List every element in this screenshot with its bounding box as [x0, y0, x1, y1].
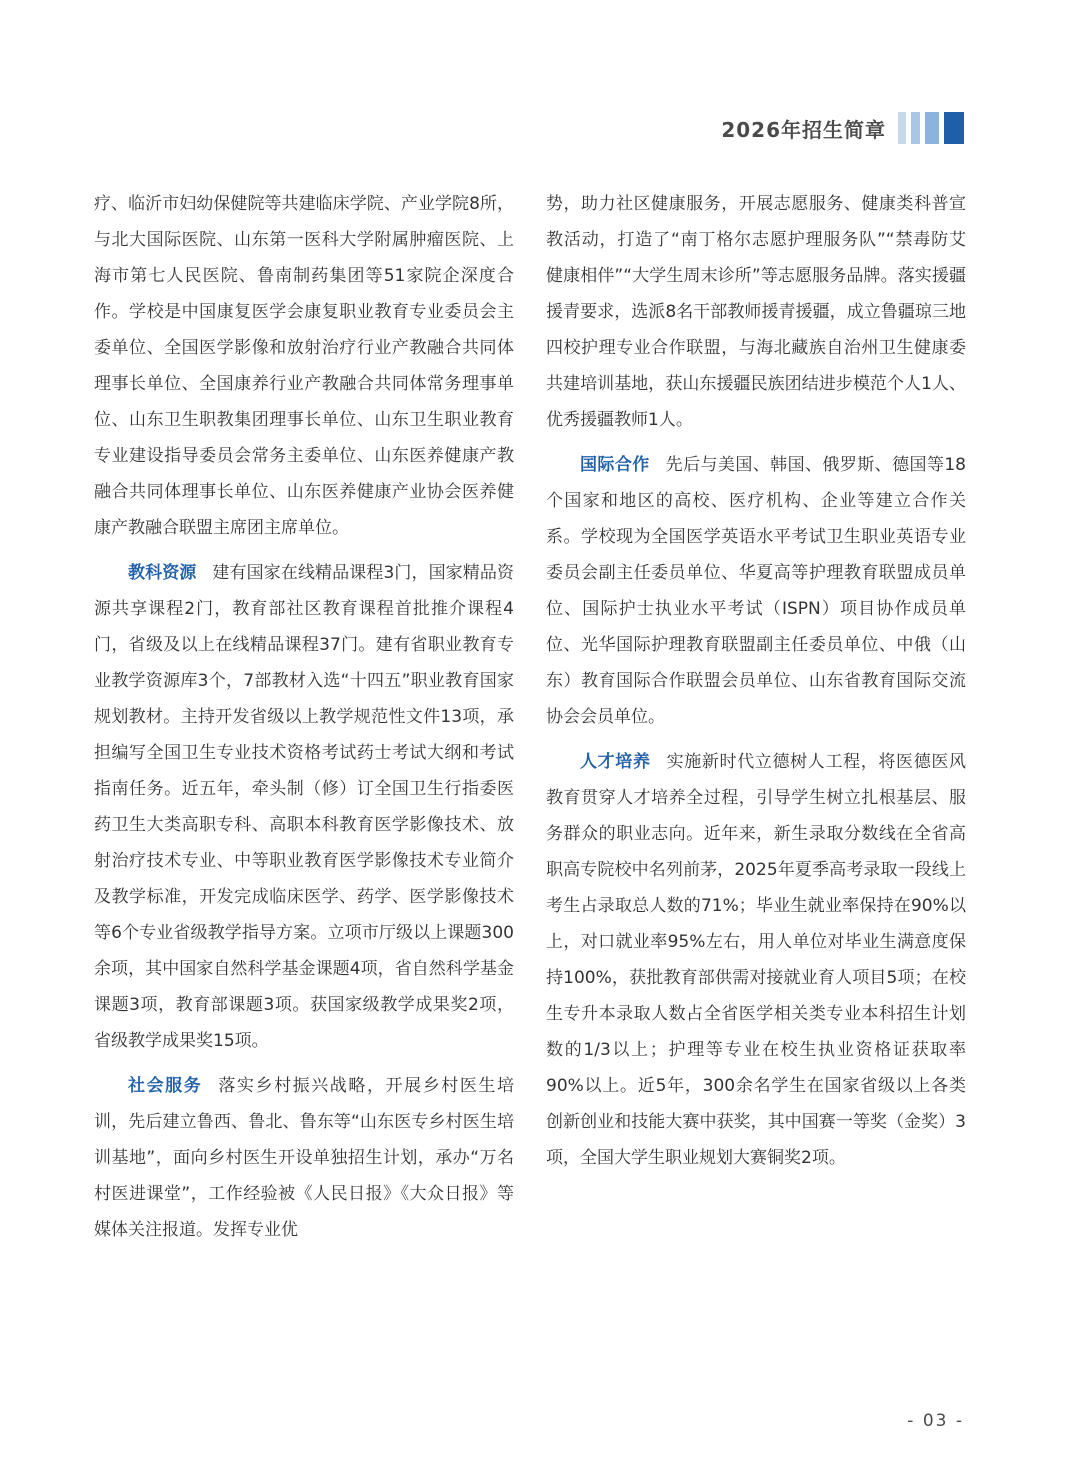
section-heading-international: 国际合作: [580, 455, 650, 475]
page-number: - 03 -: [907, 1411, 964, 1431]
decor-bar-2: [911, 112, 920, 144]
talent-text: 实施新时代立德树人工程，将医德医风教育贯穿人才培养全过程，引导学生树立扎根基层、服务群众的职业志向。近年来，新生录取分数线在全省高职高专院校中名列前茅，2025年夏季高考录取一段线上考生占录取总人数的71%；毕业生就业率保持在90%以上，对口就业率95%左右，用人单位对毕业生满意度保持100%，获批教育部供需对接就业育人项目5项；在校生专升本录取人数占全省医学相关类专业本科招生计划数的1/3以上；护理等专业在校生执业资格证获取率90%以上。近5年，300余名学生在国家省级以上各类创新创业和技能大赛中获奖，其中国赛一等奖（金奖）3项，全国大学生职业规划大赛铜奖2项。: [546, 752, 967, 1168]
teaching-resources-text: 建有国家在线精品课程3门，国家精品资源共享课程2门，教育部社区教育课程首批推介课程4门，省级及以上在线精品课程37门。建有省职业教育专业教学资源库3个，7部教材入选“十四五”职业教育国家规划教材。主持开发省级以上教学规范性文件13项，承担编写全国卫生专业技术资格考试药士考试大纲和考试指南任务。近五年，牵头制（修）订全国卫生行指委医药卫生大类高职专科、高职本科教育医学影像技术、放射治疗技术专业、中等职业教育医学影像技术专业简介及教学标准，开发完成临床医学、药学、医学影像技术等6个专业省级教学指导方案。立项市厅级以上课题300余项，其中国家自然科学基金课题4项，省自然科学基金课题3项，教育部课题3项。获国家级教学成果奖2项，省级教学成果奖15项。: [94, 563, 514, 1051]
decor-bar-1: [898, 112, 906, 144]
right-paragraph-international: [546, 447, 966, 735]
left-paragraph-social-service: [94, 1068, 514, 1248]
left-paragraph-teaching-resources: [94, 555, 514, 1059]
left-column: [94, 186, 514, 1257]
right-column: [546, 186, 983, 1185]
section-heading-talent: 人才培养: [580, 752, 651, 772]
page-header: [721, 112, 964, 144]
decor-bar-3: [925, 112, 939, 144]
section-heading-teaching-resources: 教科资源: [128, 563, 197, 583]
section-heading-social-service: 社会服务: [128, 1076, 203, 1096]
decor-bar-4: [944, 112, 964, 144]
left-paragraph-continued: 疗、临沂市妇幼保健院等共建临床学院、产业学院8所，与北大国际医院、山东第一医科大学附属肿瘤医院、上海市第七人民医院、鲁南制药集团等51家院企深度合作。学校是中国康复医学会康复职业教育专业委员会主委单位、全国医学影像和放射治疗行业产教融合共同体理事长单位、全国康养行业产教融合共同体常务理事单位、山东卫生职教集团理事长单位、山东卫生职业教育专业建设指导委员会常务主委单位、山东医养健康产教融合共同体理事长单位、山东医养健康产业协会医养健康产教融合联盟主席团主席单位。: [94, 194, 514, 538]
right-paragraph-continued: 势，助力社区健康服务，开展志愿服务、健康类科普宣教活动，打造了“南丁格尔志愿护理服务队”“禁毒防艾 健康相伴”“大学生周末诊所”等志愿服务品牌。落实援疆援青要求，选派8名干部教师援青援疆，成立鲁疆琼三地四校护理专业合作联盟，与海北藏族自治州卫生健康委共建培训基地，获山东援疆民族团结进步模范个人1人、优秀援疆教师1人。: [546, 194, 983, 430]
right-paragraph-talent: [546, 744, 966, 1176]
header-decoration-bars: [898, 112, 964, 144]
international-text: 先后与美国、韩国、俄罗斯、德国等18个国家和地区的高校、医疗机构、企业等建立合作关系。学校现为全国医学英语水平考试卫生职业英语专业委员会副主任委员单位、华夏高等护理教育联盟成员单位、国际护士执业水平考试（ISPN）项目协作成员单位、光华国际护理教育联盟副主任委员单位、中俄（山东）教育国际合作联盟会员单位、山东省教育国际交流协会会员单位。: [546, 455, 966, 727]
header-title: 2026年招生简章: [721, 117, 886, 142]
social-service-text: 落实乡村振兴战略，开展乡村医生培训，先后建立鲁西、鲁北、鲁东等“山东医专乡村医生培训基地”，面向乡村医生开设单独招生计划，承办“万名村医进课堂”，工作经验被《人民日报》《大众日报》等媒体关注报道。发挥专业优: [94, 1076, 515, 1240]
